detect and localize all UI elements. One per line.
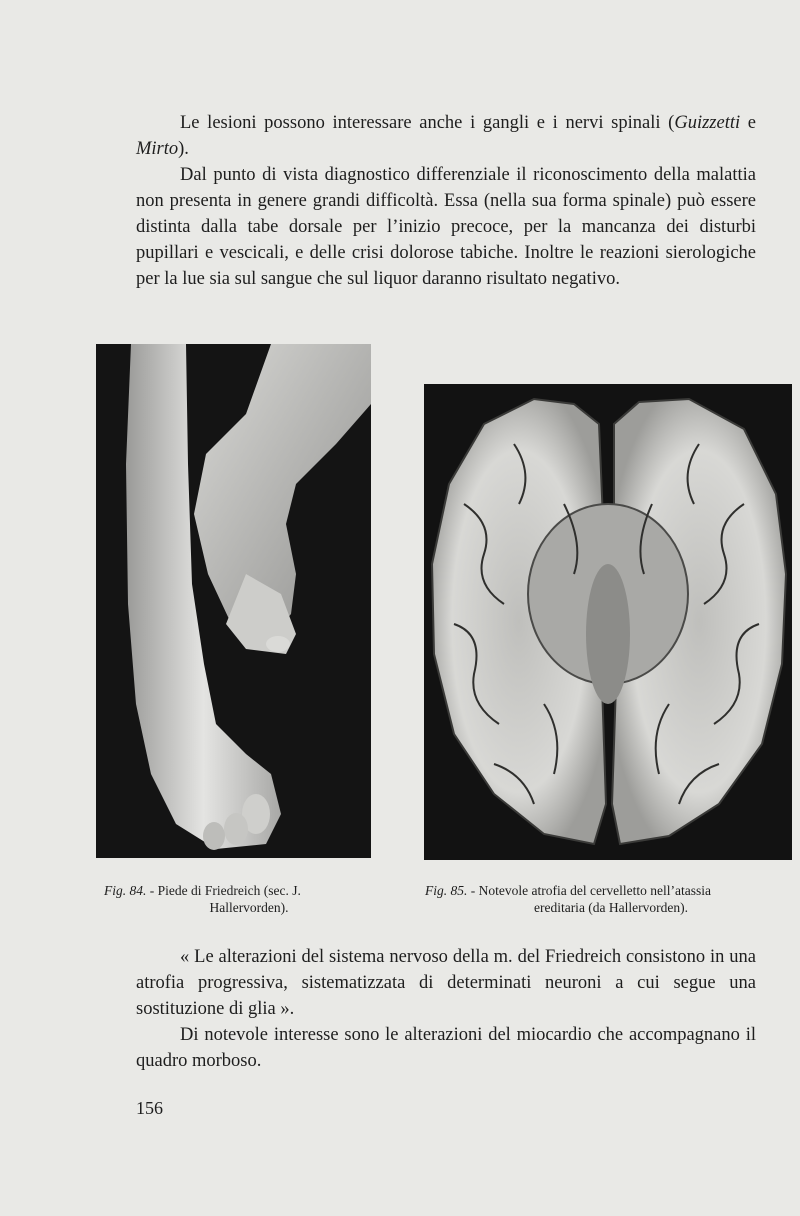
p4-text: Di notevole interesse sono le alterazioni del miocardio che accompagnano il quadro morboso. [136, 1025, 756, 1071]
paragraph-spinal-ganglia [136, 110, 756, 162]
figure-84-caption-line2: Hallervorden). [209, 900, 289, 915]
figure-84-caption [104, 882, 394, 916]
figure-85-caption-line2: ereditaria (da Hallervorden). [533, 900, 689, 915]
figure-85-caption [425, 882, 797, 916]
figure-85-caption-line1: - Notevole atrofia del cervelletto nell’atassia [467, 883, 712, 898]
paragraph-quote-nervous-system [136, 944, 756, 1022]
brain-photo-illustration [424, 384, 792, 860]
p1-author-1: Guizzetti [674, 113, 741, 133]
page-number: 156 [136, 1098, 163, 1118]
figure-84-caption-line1: - Piede di Friedreich (sec. J. [146, 883, 301, 898]
paragraph-differential-diagnosis [136, 162, 756, 292]
figure-85-label: Fig. 85. [425, 883, 468, 898]
p1-mid: e [740, 113, 756, 133]
p2-text: Dal punto di vista diagnostico differenziale il riconoscimento della malattia non presenta in genere grandi difficoltà. Essa (nella sua forma spinale) può essere distinta dalla tabe dorsale per l’inizio precoce, per la mancanza dei disturbi pupillari e vescicali, e delle crisi dolorose tabiche. Inoltre le reazioni sierologiche per la lue sia sul sangue che sul liquor daranno risultato negativo. [136, 165, 756, 289]
paragraph-myocardium [136, 1022, 756, 1074]
figure-84-label: Fig. 84. [104, 883, 147, 898]
p1-tail: ). [178, 139, 189, 159]
p3-text: « Le alterazioni del sistema nervoso della m. del Friedreich consistono in una atrofia progressiva, sistematizzata di determinati neuroni a cui segue una sostituzione di glia ». [136, 947, 756, 1019]
p1-lead: Le lesioni possono interessare anche i gangli e i nervi spinali ( [180, 113, 675, 133]
foot-photo-illustration [96, 344, 371, 858]
figure-84-foot-photo [96, 344, 371, 858]
p1-author-2: Mirto [136, 139, 179, 159]
figure-85-brain-photo [424, 384, 792, 860]
